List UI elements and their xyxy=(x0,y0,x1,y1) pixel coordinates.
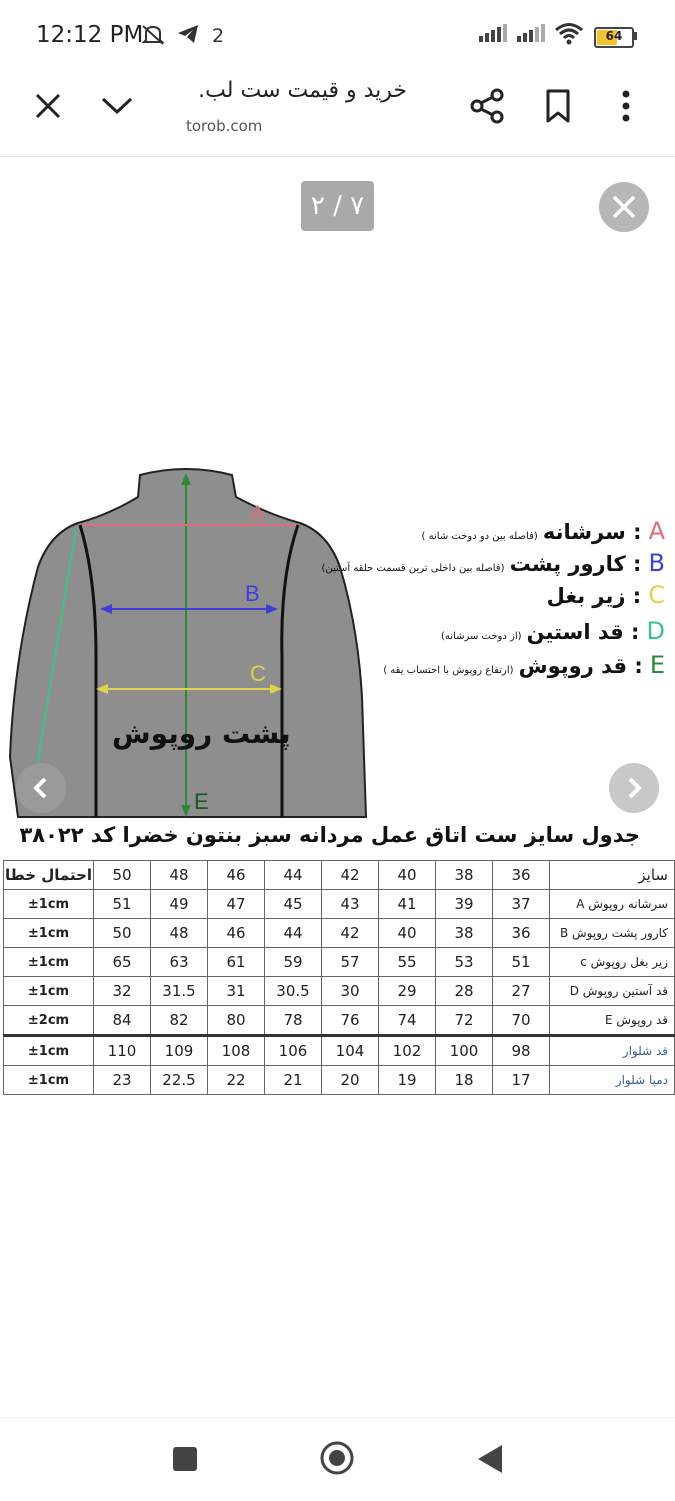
table-cell: 17 xyxy=(493,1066,550,1095)
legend-label: : قد روپوش xyxy=(518,654,643,678)
table-cell: 29 xyxy=(379,977,436,1006)
table-cell: 47 xyxy=(208,890,265,919)
table-cell: 59 xyxy=(265,948,322,977)
share-icon xyxy=(468,86,508,126)
previous-image-button[interactable] xyxy=(16,763,66,813)
marker-e: E xyxy=(194,789,209,814)
table-row xyxy=(4,1066,675,1095)
table-cell: 48 xyxy=(151,919,208,948)
battery-icon xyxy=(594,27,634,48)
status-time: 12:12 PM xyxy=(36,22,144,48)
table-cell: 51 xyxy=(493,948,550,977)
table-cell: 30.5 xyxy=(265,977,322,1006)
telegram-icon xyxy=(176,22,200,50)
legend-item-d xyxy=(365,617,665,645)
table-cell: 49 xyxy=(151,890,208,919)
table-row xyxy=(4,1006,675,1036)
chevron-down-icon xyxy=(97,86,137,126)
legend-item-b xyxy=(321,549,665,577)
marker-c: C xyxy=(250,661,266,686)
table-cell: 37 xyxy=(493,890,550,919)
browser-toolbar xyxy=(0,72,675,157)
table-cell: 109 xyxy=(151,1036,208,1066)
table-cell: ±2cm xyxy=(4,1006,94,1036)
header-cell: 42 xyxy=(322,861,379,890)
close-tab-button[interactable] xyxy=(28,86,68,126)
page-url: torob.com xyxy=(186,117,263,135)
table-cell: 28 xyxy=(436,977,493,1006)
table-cell: سرشانه روپوش A xyxy=(550,890,675,919)
minimize-button[interactable] xyxy=(97,86,137,126)
table-cell: 76 xyxy=(322,1006,379,1036)
table-cell: 104 xyxy=(322,1036,379,1066)
table-cell: ±1cm xyxy=(4,890,94,919)
table-cell: 98 xyxy=(493,1036,550,1066)
legend-letter: A xyxy=(648,517,665,545)
table-cell: 102 xyxy=(379,1036,436,1066)
table-cell: کارور پشت روپوش B xyxy=(550,919,675,948)
table-cell: 65 xyxy=(94,948,151,977)
table-row xyxy=(4,919,675,948)
legend-label: : کارور پشت xyxy=(509,552,642,576)
marker-a: A xyxy=(250,501,265,526)
table-cell: 55 xyxy=(379,948,436,977)
legend-letter: C xyxy=(648,581,665,609)
legend-label: : سرشانه xyxy=(542,520,642,544)
signal-icon xyxy=(516,22,548,48)
table-cell: ±1cm xyxy=(4,977,94,1006)
legend-label: : قد استین xyxy=(526,620,640,644)
table-cell: 23 xyxy=(94,1066,151,1095)
table-cell: 74 xyxy=(379,1006,436,1036)
table-cell: 43 xyxy=(322,890,379,919)
table-row xyxy=(4,1036,675,1066)
next-image-button[interactable] xyxy=(609,763,659,813)
table-cell: 38 xyxy=(436,919,493,948)
legend-note: (ارتفاع روپوش با احتساب یقه ) xyxy=(383,665,514,676)
home-button[interactable] xyxy=(319,1440,355,1480)
legend-item-c xyxy=(365,581,665,609)
header-cell: احتمال خطا xyxy=(4,861,94,890)
image-counter: ۷ / ۲ xyxy=(301,181,374,231)
image-viewer xyxy=(0,157,675,1417)
table-cell: 22 xyxy=(208,1066,265,1095)
table-cell: 100 xyxy=(436,1036,493,1066)
table-cell: 72 xyxy=(436,1006,493,1036)
table-row xyxy=(4,977,675,1006)
recent-apps-button[interactable] xyxy=(172,1446,198,1476)
table-cell: 57 xyxy=(322,948,379,977)
wifi-icon xyxy=(554,22,584,50)
legend-item-a xyxy=(365,517,665,545)
table-cell: 18 xyxy=(436,1066,493,1095)
table-cell: 19 xyxy=(379,1066,436,1095)
system-nav-bar xyxy=(0,1417,675,1501)
close-viewer-button[interactable] xyxy=(599,182,649,232)
legend-letter: B xyxy=(648,549,665,577)
header-cell: 44 xyxy=(265,861,322,890)
notification-count: 2 xyxy=(212,25,225,47)
legend-label: : زیر بغل xyxy=(546,584,642,608)
table-header-row xyxy=(4,861,675,890)
header-cell: 40 xyxy=(379,861,436,890)
battery-tip xyxy=(634,32,637,40)
table-cell: 63 xyxy=(151,948,208,977)
size-table xyxy=(3,860,675,1095)
marker-b: B xyxy=(245,581,260,606)
table-cell: 110 xyxy=(94,1036,151,1066)
header-cell: 38 xyxy=(436,861,493,890)
table-cell: 46 xyxy=(208,919,265,948)
table-cell: 27 xyxy=(493,977,550,1006)
table-cell: 80 xyxy=(208,1006,265,1036)
home-circle-icon xyxy=(319,1440,355,1476)
table-cell: 51 xyxy=(94,890,151,919)
mute-icon xyxy=(140,22,166,52)
table-cell: 32 xyxy=(94,977,151,1006)
table-cell: 106 xyxy=(265,1036,322,1066)
table-cell: 39 xyxy=(436,890,493,919)
table-cell: 50 xyxy=(94,919,151,948)
header-cell: 46 xyxy=(208,861,265,890)
table-cell: ±1cm xyxy=(4,1066,94,1095)
more-icon xyxy=(606,86,646,126)
table-cell: قد روپوش E xyxy=(550,1006,675,1036)
signal-icon xyxy=(478,22,510,48)
table-cell: 53 xyxy=(436,948,493,977)
close-icon xyxy=(28,86,68,126)
bookmark-button[interactable] xyxy=(538,86,578,126)
table-cell: 41 xyxy=(379,890,436,919)
bookmark-icon xyxy=(538,86,578,126)
share-button[interactable] xyxy=(468,86,508,126)
table-cell: 70 xyxy=(493,1006,550,1036)
chevron-right-icon xyxy=(609,763,659,813)
table-cell: قد آستین روپوش D xyxy=(550,977,675,1006)
table-cell: 20 xyxy=(322,1066,379,1095)
table-cell: 45 xyxy=(265,890,322,919)
page-title: خرید و قیمت ست لب. xyxy=(198,78,407,103)
table-cell: ±1cm xyxy=(4,1036,94,1066)
table-cell: ±1cm xyxy=(4,948,94,977)
table-cell: 31 xyxy=(208,977,265,1006)
table-cell: 82 xyxy=(151,1006,208,1036)
header-cell: 48 xyxy=(151,861,208,890)
square-icon xyxy=(172,1446,198,1472)
back-triangle-icon xyxy=(476,1443,504,1475)
back-button[interactable] xyxy=(476,1443,504,1479)
header-cell: سایز xyxy=(550,861,675,890)
table-cell: ±1cm xyxy=(4,919,94,948)
table-cell: 78 xyxy=(265,1006,322,1036)
more-button[interactable] xyxy=(606,86,646,126)
header-cell: 36 xyxy=(493,861,550,890)
table-title: جدول سایز ست اتاق عمل مردانه سبز بنتون خضرا کد ۳۸۰۲۲ xyxy=(19,823,640,847)
table-row xyxy=(4,948,675,977)
table-cell: 84 xyxy=(94,1006,151,1036)
legend-note: (فاصله بین داخلی ترین قسمت حلقه آستین) xyxy=(321,563,505,574)
table-cell: 40 xyxy=(379,919,436,948)
legend-note: (فاصله بین دو دوخت شانه ) xyxy=(421,531,538,542)
garment-label: پشت روپوش xyxy=(112,717,291,750)
legend-note: (از دوخت سرشانه) xyxy=(441,631,522,642)
battery-label: 64 xyxy=(605,29,623,43)
legend-letter: D xyxy=(646,617,665,645)
header-cell: 50 xyxy=(94,861,151,890)
table-cell: 44 xyxy=(265,919,322,948)
table-row xyxy=(4,890,675,919)
close-icon xyxy=(599,182,649,232)
table-cell: 36 xyxy=(493,919,550,948)
table-cell: 42 xyxy=(322,919,379,948)
table-cell: زیر بغل روپوش c xyxy=(550,948,675,977)
table-cell: 31.5 xyxy=(151,977,208,1006)
chevron-left-icon xyxy=(16,763,66,813)
table-cell: 108 xyxy=(208,1036,265,1066)
table-cell: 30 xyxy=(322,977,379,1006)
table-cell: قد شلوار xyxy=(550,1036,675,1066)
table-cell: دمپا شلوار xyxy=(550,1066,675,1095)
legend-letter: E xyxy=(649,651,665,679)
table-cell: 61 xyxy=(208,948,265,977)
table-cell: 22.5 xyxy=(151,1066,208,1095)
legend-item-e xyxy=(365,651,665,679)
table-cell: 21 xyxy=(265,1066,322,1095)
status-bar xyxy=(0,0,675,72)
